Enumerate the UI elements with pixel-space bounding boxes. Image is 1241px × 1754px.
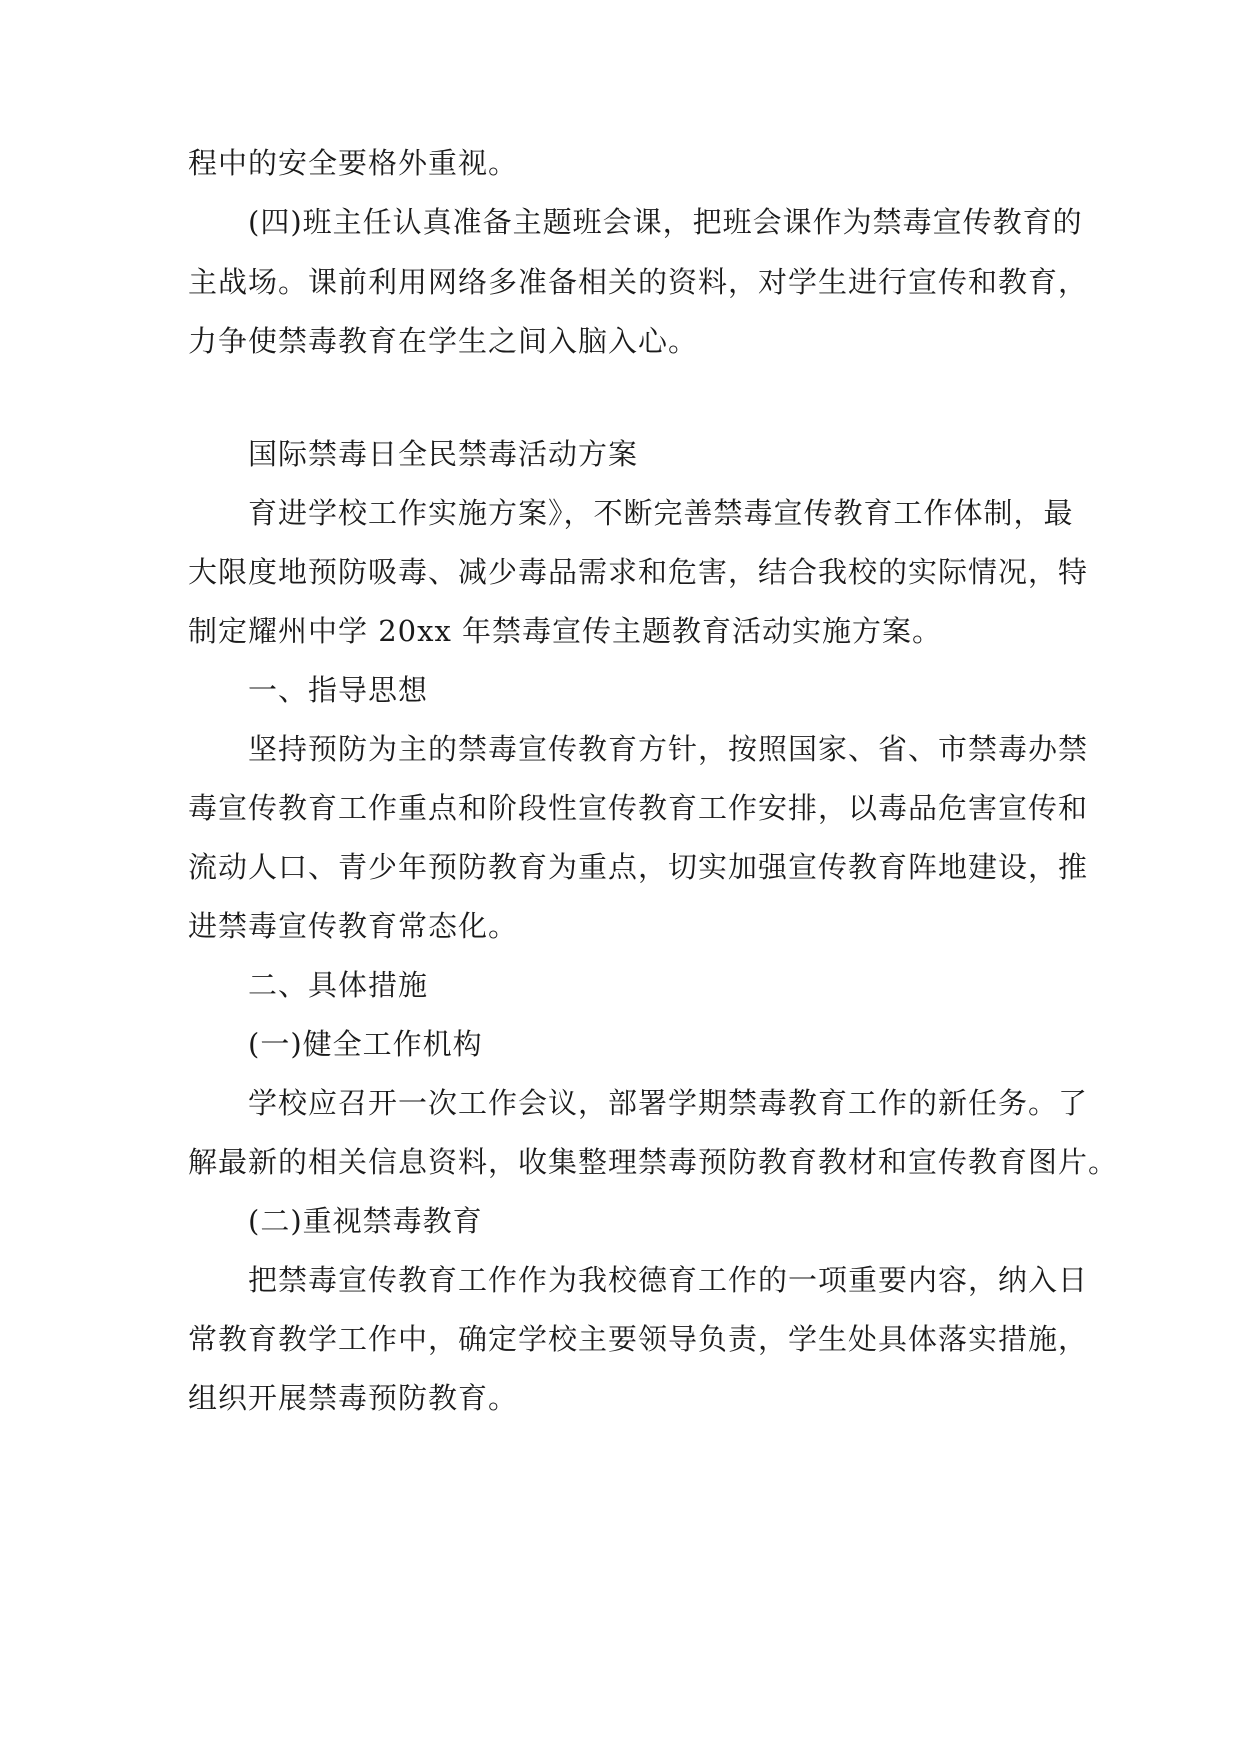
paragraph-line: 常教育教学工作中，确定学校主要领导负责，学生处具体落实措施， [188,1322,1089,1356]
paragraph-line: 程中的安全要格外重视。 [188,146,519,180]
paragraph-line: 力争使禁毒教育在学生之间入脑入心。 [188,324,699,358]
subheading-organization: (一)健全工作机构 [248,1027,483,1061]
paragraph-line: 制定耀州中学 20xx 年禁毒宣传主题教育活动实施方案。 [188,614,943,648]
paragraph-line: 主战场。课前利用网络多准备相关的资料，对学生进行宣传和教育， [188,265,1089,299]
paragraph-line: (四)班主任认真准备主题班会课，把班会课作为禁毒宣传教育的 [248,205,1083,239]
paragraph-line: 坚持预防为主的禁毒宣传教育方针，按照国家、省、市禁毒办禁 [248,732,1089,766]
paragraph-line: 毒宣传教育工作重点和阶段性宣传教育工作安排，以毒品危害宣传和 [188,791,1089,825]
paragraph-line: 进禁毒宣传教育常态化。 [188,909,519,943]
paragraph-line: 育进学校工作实施方案》，不断完善禁毒宣传教育工作体制，最 [248,496,1074,530]
paragraph-line: 把禁毒宣传教育工作作为我校德育工作的一项重要内容，纳入日 [248,1263,1089,1297]
paragraph-line: 学校应召开一次工作会议，部署学期禁毒教育工作的新任务。了 [248,1086,1089,1120]
section-title: 国际禁毒日全民禁毒活动方案 [248,437,639,471]
paragraph-line: 流动人口、青少年预防教育为重点，切实加强宣传教育阵地建设，推 [188,850,1089,884]
paragraph-line: 组织开展禁毒预防教育。 [188,1381,519,1415]
subheading-education: (二)重视禁毒教育 [248,1204,483,1238]
heading-specific-measures: 二、具体措施 [248,968,429,1002]
heading-guiding-ideology: 一、指导思想 [248,673,429,707]
paragraph-line: 解最新的相关信息资料，收集整理禁毒预防教育教材和宣传教育图片。 [188,1145,1119,1179]
paragraph-line: 大限度地预防吸毒、减少毒品需求和危害，结合我校的实际情况，特 [188,555,1089,589]
